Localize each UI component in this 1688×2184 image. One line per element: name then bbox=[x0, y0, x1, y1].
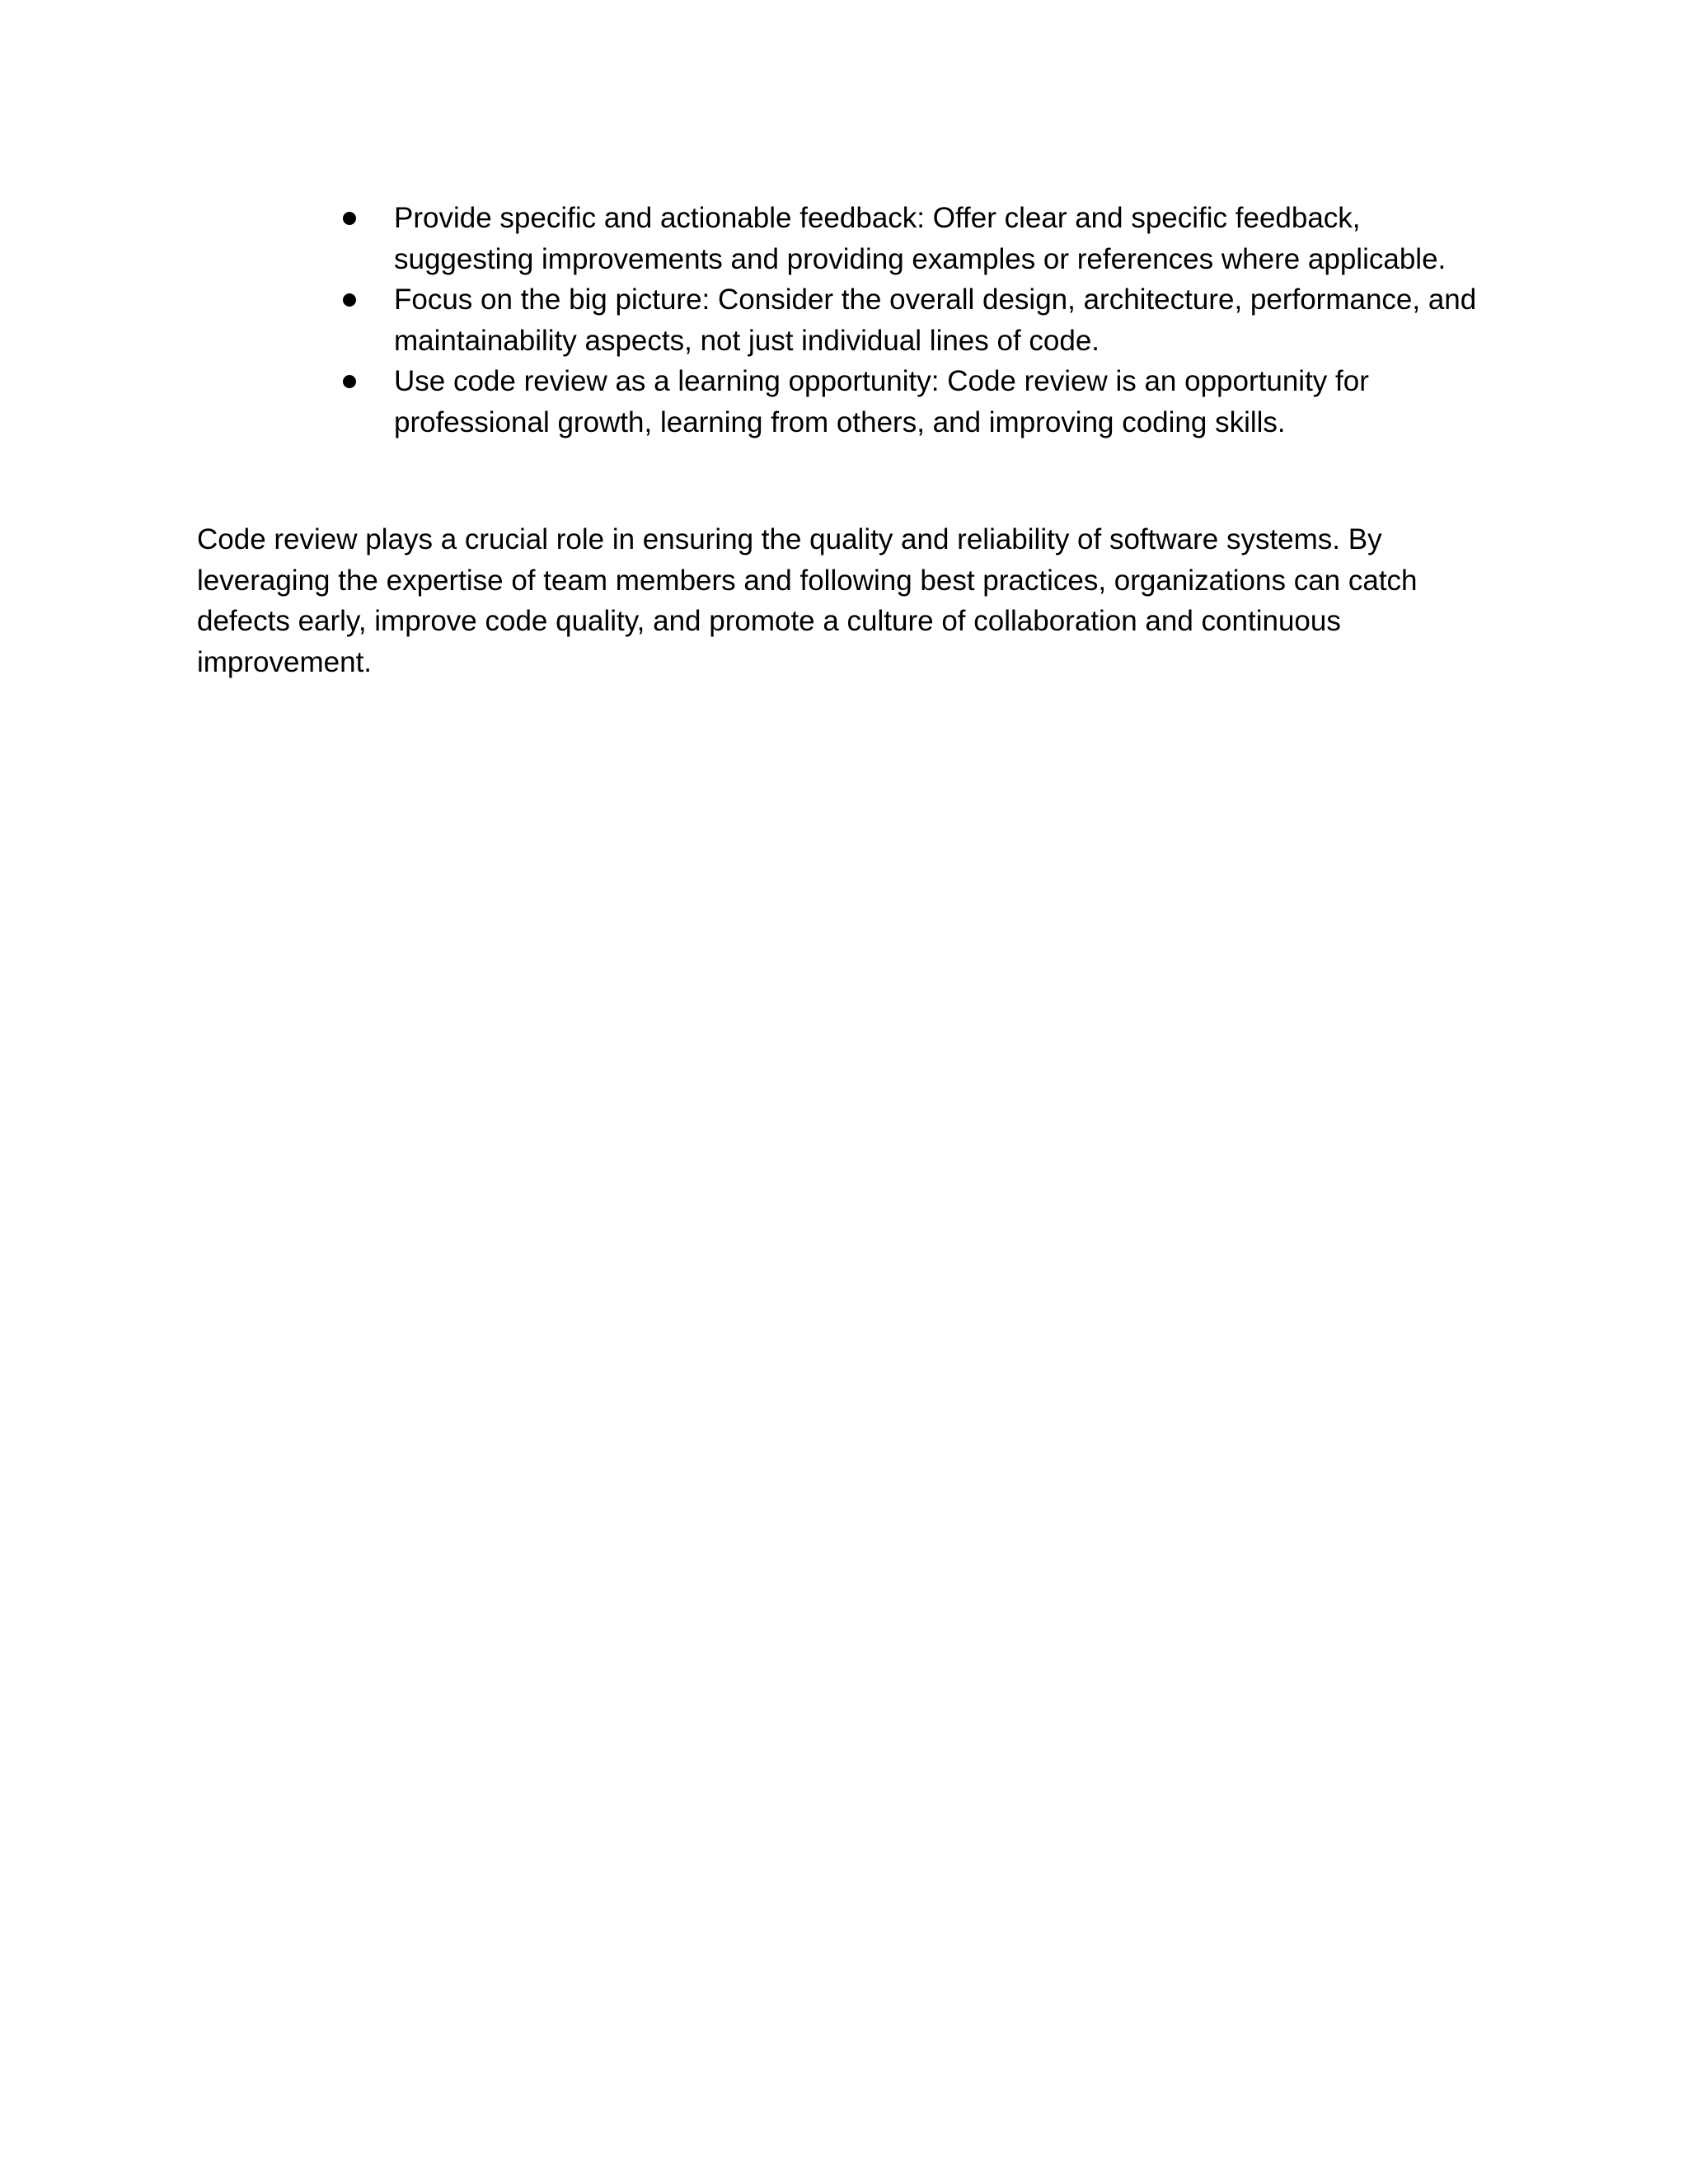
list-item bbox=[343, 198, 1497, 279]
list-item-text: Use code review as a learning opportunity: Code review is an opportunity for professional growth, learning from others, and improving coding skills. bbox=[394, 365, 1369, 438]
list-item-text: Provide specific and actionable feedback: Offer clear and specific feedback, suggesting improvements and providing examples or references where applicable. bbox=[394, 202, 1447, 275]
list-item bbox=[343, 279, 1497, 361]
list-item-text: Focus on the big picture: Consider the overall design, architecture, performance, and maintainability aspects, not just individual lines of code. bbox=[394, 284, 1477, 357]
bullet-icon bbox=[343, 293, 356, 307]
bullet-icon bbox=[343, 375, 356, 388]
bullet-icon bbox=[343, 212, 356, 225]
list-item bbox=[343, 361, 1497, 443]
conclusion-paragraph: Code review plays a crucial role in ensuring the quality and reliability of software systems. By leveraging the expertise of team members and following best practices, organizations can catch defects early, improve code quality, and promote a culture of collaboration and continuous improvement. bbox=[197, 523, 1418, 678]
best-practices-list bbox=[343, 198, 1497, 443]
